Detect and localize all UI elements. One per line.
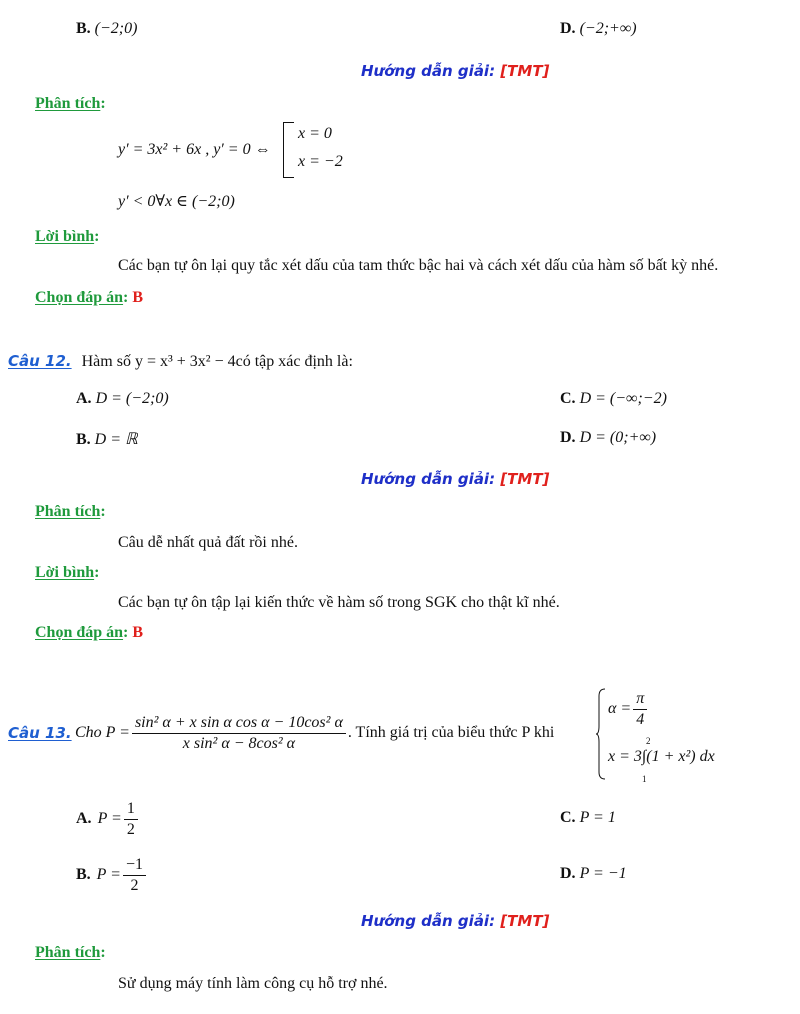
analysis-heading: Phân tích: [35, 503, 106, 520]
option-value: P = 1 [579, 809, 616, 826]
option-value: D = (0;+∞) [579, 429, 657, 446]
option-label: A. [76, 390, 92, 407]
guide-text: Hướng dẫn giải: [361, 470, 496, 488]
analysis-heading: Phân tích: [35, 95, 106, 112]
option-fraction [124, 800, 138, 838]
option-value: D = ℝ [94, 431, 138, 448]
analysis-formula-2: y′ < 0∀x ∈ (−2;0) [118, 193, 235, 210]
option-denominator: 2 [130, 876, 139, 894]
analysis-heading: Phân tích: [35, 944, 106, 961]
option-label: A. [76, 810, 92, 828]
system-brace [596, 688, 606, 780]
question-number: Câu 13. [8, 724, 72, 742]
option-value: (−2;0) [94, 20, 138, 37]
question-13-stem [75, 708, 554, 758]
case-bracket [283, 122, 294, 178]
option-value: P = −1 [579, 865, 627, 882]
analysis-label: Phân tích [35, 944, 101, 961]
prev-option-b [76, 20, 137, 38]
answer-line: Chọn đáp án: B [35, 289, 144, 306]
q12-option-d [560, 429, 656, 447]
answer-label: Chọn đáp án [35, 289, 124, 306]
option-label: C. [560, 809, 576, 826]
analysis-label: Phân tích [35, 95, 101, 112]
guide-heading [361, 912, 549, 930]
guide-tag: [TMT] [500, 912, 550, 930]
option-prefix: P = [96, 866, 121, 884]
option-label: D. [560, 865, 576, 882]
option-value: (−2;+∞) [579, 20, 637, 37]
comment-heading: Lời bình: [35, 228, 100, 245]
analysis-text: Sử dụng máy tính làm công cụ hỗ trợ nhé. [118, 975, 388, 992]
stem-suffix: . Tính giá trị của biểu thức P khi [347, 724, 555, 741]
option-value: D = (−∞;−2) [579, 390, 667, 407]
comment-text: Các bạn tự ôn lại quy tắc xét dấu của tam thức bậc hai và cách xét dấu của hàm số bất kỳ nhé. [118, 257, 719, 274]
prev-option-d [560, 20, 637, 38]
question-12 [8, 352, 353, 371]
option-label: C. [560, 390, 576, 407]
cond-denominator: 4 [636, 710, 645, 728]
option-label: B. [76, 431, 91, 448]
comment-text: Các bạn tự ôn tập lại kiến thức về hàm số trong SGK cho thật kĩ nhé. [118, 594, 560, 611]
q13-option-c [560, 809, 616, 827]
cond-lhs: α = [608, 700, 632, 718]
analysis-line: y′ = 3x² + 6x , y′ = 0 ⇔ [118, 141, 271, 158]
case-2: x = −2 [298, 153, 343, 170]
stem-fraction [132, 714, 346, 752]
option-fraction [123, 856, 146, 894]
guide-heading [361, 470, 549, 488]
option-numerator: 1 [124, 800, 138, 820]
answer-label: Chọn đáp án [35, 624, 124, 641]
answer-line: Chọn đáp án: B [35, 624, 144, 641]
q12-option-c [560, 390, 667, 408]
integral-lower: 1 [642, 774, 647, 784]
question-stem: Hàm số y = x³ + 3x² − 4có tập xác định là: [81, 353, 353, 370]
analysis-formula [118, 141, 271, 159]
answer-value: B [132, 289, 144, 306]
q13-option-b [76, 856, 148, 894]
guide-tag: [TMT] [500, 62, 550, 80]
q13-option-a [76, 800, 140, 838]
comment-label: Lời bình [35, 228, 95, 245]
guide-text: Hướng dẫn giải: [361, 912, 496, 930]
q12-option-b [76, 429, 138, 449]
question-13-number-wrap [8, 724, 72, 743]
case-1: x = 0 [298, 125, 332, 142]
question-number: Câu 12. [8, 352, 72, 370]
option-denominator: 2 [126, 820, 135, 838]
guide-text: Hướng dẫn giải: [361, 62, 496, 80]
guide-tag: [TMT] [500, 470, 550, 488]
option-value: D = (−2;0) [95, 390, 169, 407]
fraction-denominator: x sin² α − 8cos² α [182, 734, 296, 752]
integral-upper: 2 [646, 736, 651, 746]
analysis-text: Câu dễ nhất quả đất rồi nhé. [118, 534, 298, 551]
option-label: B. [76, 20, 91, 37]
stem-prefix: Cho P = [75, 724, 130, 741]
condition-2: x = 3∫(1 + x²) dx [608, 748, 715, 765]
option-numerator: −1 [123, 856, 146, 876]
option-label: B. [76, 866, 91, 884]
fraction-numerator: sin² α + x sin α cos α − 10cos² α [132, 714, 346, 734]
q13-option-d [560, 865, 627, 883]
answer-value: B [132, 624, 144, 641]
cond-fraction [633, 690, 647, 728]
option-label: D. [560, 429, 576, 446]
condition-1 [608, 690, 649, 728]
option-label: D. [560, 20, 576, 37]
q12-option-a [76, 390, 169, 408]
guide-heading [361, 62, 549, 80]
analysis-label: Phân tích [35, 503, 101, 520]
cond-numerator: π [633, 690, 647, 710]
option-prefix: P = [97, 810, 122, 828]
comment-label: Lời bình [35, 564, 95, 581]
comment-heading: Lời bình: [35, 564, 100, 581]
